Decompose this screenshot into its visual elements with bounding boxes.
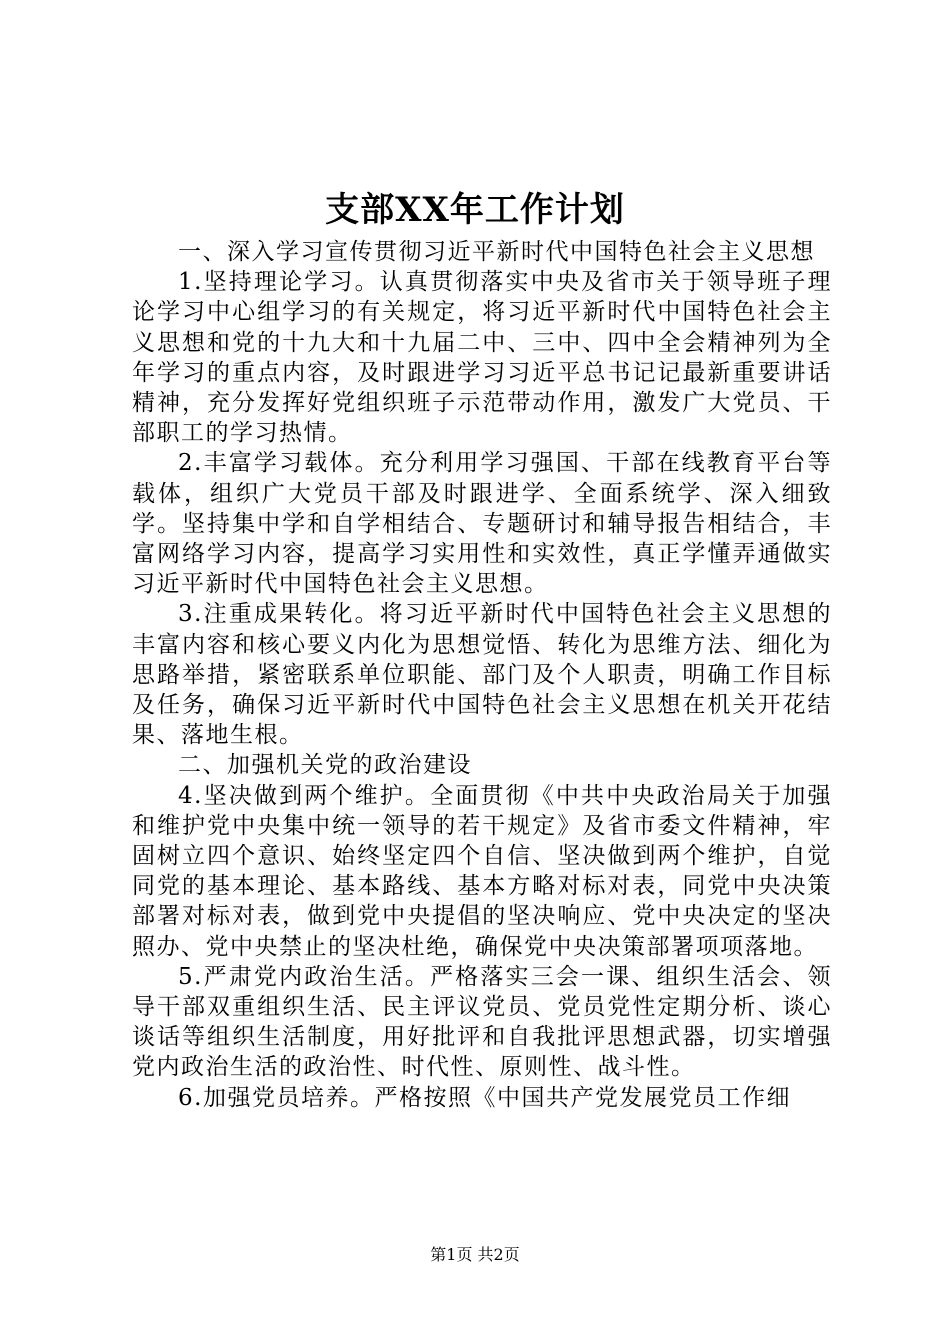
paragraph: 1.坚持理论学习。认真贯彻落实中央及省市关于领导班子理论学习中心组学习的有关规定，将习近平新时代中国特色社会主义思想和党的十九大和十九届二中、三中、四中全会精神列为全年学习的重点内容，及时跟进学习习近平总书记记最新重要讲话精神，充分发挥好党组织班子示范带动作用，激发广大党员、干部职工的学习热情。 — [132, 269, 832, 447]
section-heading: 一、深入学习宣传贯彻习近平新时代中国特色社会主义思想 — [178, 239, 815, 265]
section-heading: 二、加强机关党的政治建设 — [178, 752, 472, 779]
paragraph: 4.坚决做到两个维护。全面贯彻《中共中央政治局关于加强和维护党中央集中统一领导的若干规定》及省市委文件精神，牢固树立四个意识、始终坚定四个自信、坚决做到两个维护，自觉同党的基本理论、基本路线、基本方略对标对表，同党中央决策部署对标对表，做到党中央提倡的坚决响应、党中央决定的坚决照办、党中央禁止的坚决杜绝，确保党中央决策部署项项落地。 — [132, 782, 832, 960]
paragraph: 5.严肃党内政治生活。严格落实三会一课、组织生活会、领导干部双重组织生活、民主评议党员、党员党性定期分析、谈心谈话等组织生活制度，用好批评和自我批评思想武器，切实增强党内政治生活的政治性、时代性、原则性、战斗性。 — [132, 963, 832, 1081]
document-title: 支部XX年工作计划 — [325, 190, 625, 230]
paragraph: 2.丰富学习载体。充分利用学习强国、干部在线教育平台等载体，组织广大党员干部及时跟进学、全面系统学、深入细致学。坚持集中学和自学相结合、专题研讨和辅导报告相结合，丰富网络学习内容，提高学习实用性和实效性，真正学懂弄通做实习近平新时代中国特色社会主义思想。 — [132, 450, 832, 598]
paragraph: 6.加强党员培养。严格按照《中国共产党发展党员工作细 — [178, 1084, 791, 1111]
document-body — [132, 237, 832, 1113]
page-number-footer: 第1页 共2页 — [430, 1245, 520, 1264]
paragraph: 3.注重成果转化。将习近平新时代中国特色社会主义思想的丰富内容和核心要义内化为思想觉悟、转化为思维方法、细化为思路举措，紧密联系单位职能、部门及个人职责，明确工作目标及任务，确保习近平新时代中国特色社会主义思想在机关开花结果、落地生根。 — [132, 601, 832, 749]
